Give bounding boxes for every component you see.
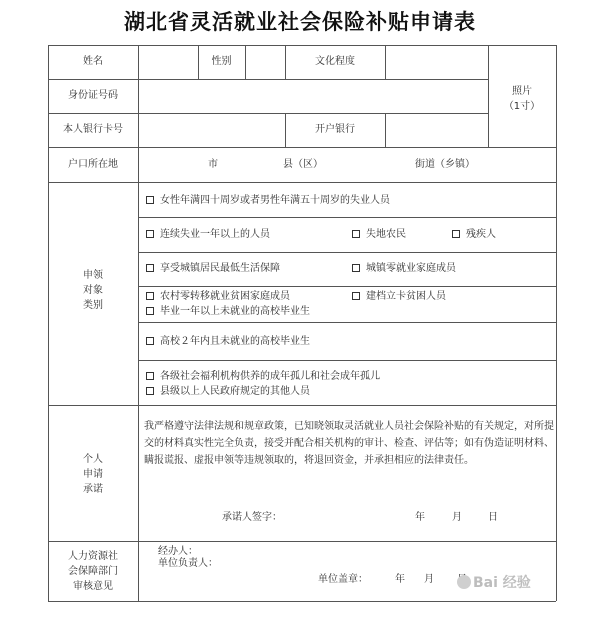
checkbox[interactable] bbox=[146, 196, 154, 204]
pledge-text: 我严格遵守法律法规和规章政策，已知晓领取灵活就业人员社会保险补贴的有关规定，对所提交的材料真实性完全负责，接受并配合相关机构的审计、检查、评估等；如有伪造证明材料、瞒报谎报、虚报申领等违规领取的，将退回资金，并承担相应的法律责任。 bbox=[144, 421, 554, 466]
table-line bbox=[556, 45, 557, 601]
table-line bbox=[48, 405, 556, 406]
county-label: 县（区） bbox=[283, 159, 323, 170]
review-month: 月 bbox=[424, 574, 434, 585]
table-line bbox=[48, 601, 556, 602]
category-label: 申领 对象 类别 bbox=[83, 270, 103, 311]
option-long-term-unemployed[interactable]: 连续失业一年以上的人员 bbox=[146, 229, 270, 241]
option-graduate-two-years[interactable]: 高校２年内且未就业的高校毕业生 bbox=[146, 336, 310, 348]
table-line bbox=[138, 252, 556, 253]
table-line bbox=[138, 360, 556, 361]
pledge-year: 年 bbox=[415, 512, 425, 523]
table-line bbox=[138, 322, 556, 323]
option-zero-employment-family[interactable]: 城镇零就业家庭成员 bbox=[352, 263, 456, 275]
pledge-month: 月 bbox=[452, 512, 462, 523]
review-label: 人力资源社 会保障部门 审核意见 bbox=[68, 551, 118, 592]
table-line bbox=[48, 541, 556, 542]
table-line bbox=[138, 45, 139, 601]
option-minimum-living-security[interactable]: 享受城镇居民最低生活保障 bbox=[146, 263, 280, 275]
paw-icon bbox=[457, 575, 471, 589]
table-line bbox=[138, 217, 556, 218]
pledge-label: 个人 申请 承诺 bbox=[83, 454, 103, 495]
checkbox[interactable] bbox=[146, 230, 154, 238]
option-orphans[interactable]: 各级社会福利机构供养的成年孤儿和社会成年孤儿 bbox=[146, 371, 380, 383]
signature-label: 承诺人签字： bbox=[222, 512, 282, 523]
table-line bbox=[245, 45, 246, 79]
checkbox[interactable] bbox=[146, 387, 154, 395]
education-label: 文化程度 bbox=[315, 56, 355, 67]
table-line bbox=[48, 113, 488, 114]
table-line bbox=[48, 45, 556, 46]
city-label: 市 bbox=[208, 159, 218, 170]
baidu-watermark: Bai 经验 bbox=[455, 572, 531, 592]
photo-label: 照片 （1寸） bbox=[503, 86, 541, 112]
form-title: 湖北省灵活就业社会保险补贴申请表 bbox=[124, 10, 476, 34]
checkbox[interactable] bbox=[352, 292, 360, 300]
review-year: 年 bbox=[395, 574, 405, 585]
option-graduate-one-year[interactable]: 毕业一年以上未就业的高校毕业生 bbox=[146, 306, 310, 318]
option-rural-poor-family[interactable]: 农村零转移就业贫困家庭成员 bbox=[146, 291, 290, 303]
checkbox[interactable] bbox=[352, 230, 360, 238]
pledge-day: 日 bbox=[488, 512, 498, 523]
option-female-male-unemployed[interactable]: 女性年满四十周岁或者男性年满五十周岁的失业人员 bbox=[146, 195, 390, 207]
checkbox[interactable] bbox=[146, 264, 154, 272]
handler-label: 经办人： bbox=[158, 546, 198, 557]
checkbox[interactable] bbox=[146, 292, 154, 300]
table-line bbox=[48, 79, 488, 80]
option-registered-poor[interactable]: 建档立卡贫困人员 bbox=[352, 291, 446, 303]
checkbox[interactable] bbox=[452, 230, 460, 238]
street-label: 街道（乡镇） bbox=[415, 159, 475, 170]
gender-label: 性别 bbox=[211, 56, 232, 67]
checkbox[interactable] bbox=[352, 264, 360, 272]
bank-label: 开户银行 bbox=[315, 124, 355, 135]
table-line bbox=[138, 286, 556, 287]
checkbox[interactable] bbox=[146, 307, 154, 315]
table-line bbox=[48, 182, 556, 183]
table-line bbox=[385, 45, 386, 79]
name-label: 姓名 bbox=[83, 56, 103, 67]
stamp-label: 单位盖章： bbox=[318, 574, 368, 585]
bank-card-label: 本人银行卡号 bbox=[63, 124, 123, 135]
household-label: 户口所在地 bbox=[68, 159, 118, 170]
option-other-persons[interactable]: 县级以上人民政府规定的其他人员 bbox=[146, 386, 310, 398]
option-landless-farmer[interactable]: 失地农民 bbox=[352, 229, 406, 241]
table-line bbox=[385, 113, 386, 147]
unit-head-label: 单位负责人： bbox=[158, 558, 218, 569]
table-line bbox=[48, 147, 556, 148]
checkbox[interactable] bbox=[146, 372, 154, 380]
id-number-label: 身份证号码 bbox=[68, 90, 118, 101]
checkbox[interactable] bbox=[146, 337, 154, 345]
option-disabled[interactable]: 残疾人 bbox=[452, 229, 496, 241]
